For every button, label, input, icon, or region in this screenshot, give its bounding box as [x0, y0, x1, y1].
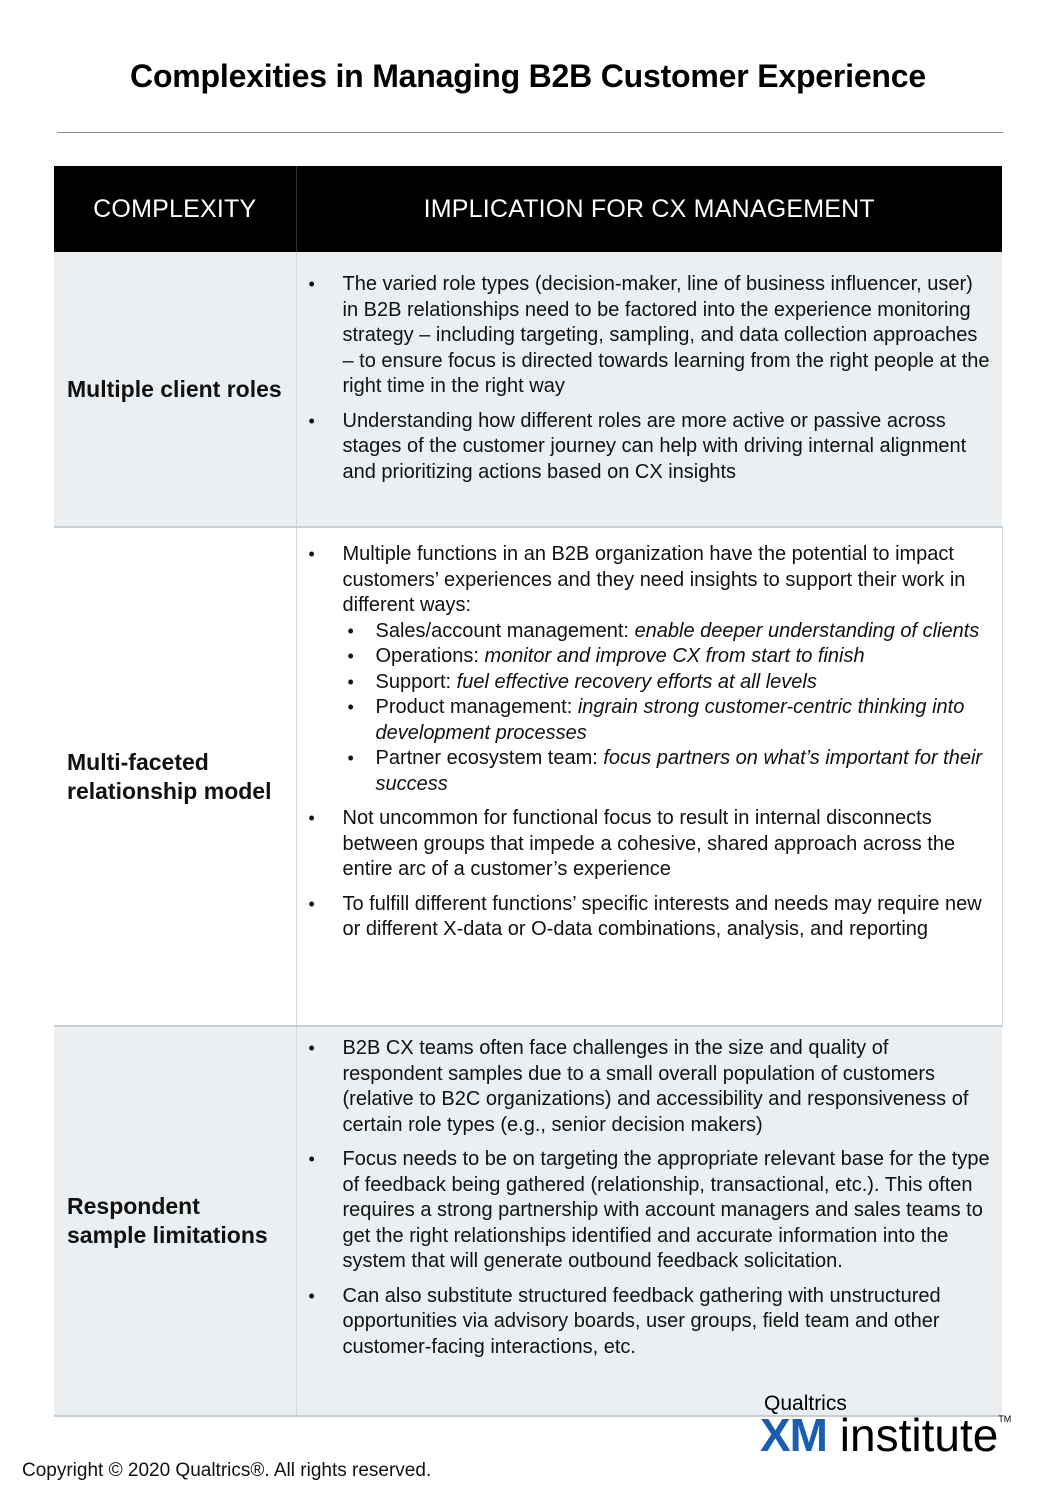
function-item: • Sales/account management: enable deeper understanding of clients: [343, 619, 990, 645]
bullet-icon: •: [347, 748, 354, 768]
company-name: Qualtrics: [764, 1392, 847, 1415]
bullet-icon: •: [347, 620, 354, 641]
header-implication: IMPLICATION FOR CX MANAGEMENT: [296, 166, 1002, 252]
title-divider: [57, 132, 1003, 133]
bullet-icon: •: [308, 544, 315, 564]
complexity-label: Multi-faceted relationship model: [54, 527, 296, 1026]
list-item: • B2B CX teams often face challenges in the size and quality of respondent samples due to a small overall population of customers (relative to B2C organizations) and accessibility and responsiveness of certain role types (e.g., senior decision makers): [308, 1037, 969, 1136]
complexities-table: [54, 166, 1003, 1417]
list-item: • Focus needs to be on targeting the appropriate relevant base for the type of feedback being gathered (relationship, transactional, etc.). This often requires a strong partnership with account managers and sales teams to get the right relationships identified and accurate information into the system that will generate outbound feedback solicitation.: [308, 1148, 990, 1272]
list-item: • To fulfill different functions’ specific interests and needs may require new or different X-data or O-data combinations, analysis, and reporting: [308, 892, 982, 940]
bullet-icon: •: [308, 808, 315, 828]
copyright-notice: Copyright © 2020 Qualtrics®. All rights reserved.: [22, 1460, 432, 1481]
table-header-row: [54, 166, 1002, 252]
implication-cell: [296, 527, 1002, 1026]
implication-cell: [296, 252, 1002, 527]
function-item: • Product management: ingrain strong customer-centric thinking into development processes: [347, 696, 965, 744]
table-row: [54, 252, 1002, 527]
list-item: • The varied role types (decision-maker, line of business influencer, user) in B2B relationships need to be factored into the experience monitoring strategy – including targeting, sampling, and data collection approaches – to ensure focus is directed towards learning from the right people at the right time in the right way: [308, 273, 990, 397]
function-item: • Partner ecosystem team: focus partners on what’s important for their success: [347, 747, 983, 795]
list-item: • Multiple functions in an B2B organization have the potential to impact customers’ experiences and they need insights to support their work in different ways: • Sales/account management: enable deeper understanding of clients • Operations: monitor and improve CX from start to finish • Support: fuel effective recovery efforts at all levels • Product management: ingrain strong customer-centric thinking into development processes • Partner ecosystem team: focus partners on what’s important for their success: [297, 542, 1002, 797]
bullet-icon: •: [347, 646, 354, 666]
function-item: • Operations: monitor and improve CX from start to finish: [343, 644, 990, 670]
complexity-label: Multiple client roles: [54, 252, 296, 527]
table-row: [54, 527, 1002, 1026]
implication-cell: [296, 1026, 1002, 1416]
list-item: • Can also substitute structured feedback gathering with unstructured opportunities via advisory boards, user groups, field team and other customer-facing interactions, etc.: [308, 1284, 941, 1358]
page-title: Complexities in Managing B2B Customer Experience: [130, 58, 926, 94]
bullet-icon: •: [308, 274, 315, 294]
bullet-icon: •: [308, 1285, 315, 1306]
list-item: • Understanding how different roles are more active or passive across stages of the customer journey can help with driving internal alignment and prioritizing actions based on CX insights: [308, 409, 967, 483]
bullet-icon: •: [308, 893, 315, 914]
function-list: [343, 619, 990, 798]
xm-institute-logo: [760, 1392, 1040, 1462]
bullet-icon: •: [308, 1038, 315, 1058]
table-row: [54, 1026, 1002, 1416]
bullet-icon: •: [347, 671, 354, 692]
logo-wordmark: XM institute™: [760, 1409, 1012, 1461]
list-item: • Not uncommon for functional focus to result in internal disconnects between groups that impede a cohesive, shared approach across the entire arc of a customer’s experience: [308, 807, 956, 880]
bullet-icon: •: [308, 1149, 315, 1169]
complexity-label: Respondent sample limitations: [54, 1026, 296, 1416]
function-item: • Support: fuel effective recovery efforts at all levels: [343, 670, 990, 696]
header-complexity: COMPLEXITY: [54, 166, 296, 252]
bullet-icon: •: [308, 410, 315, 431]
bullet-icon: •: [347, 697, 354, 717]
